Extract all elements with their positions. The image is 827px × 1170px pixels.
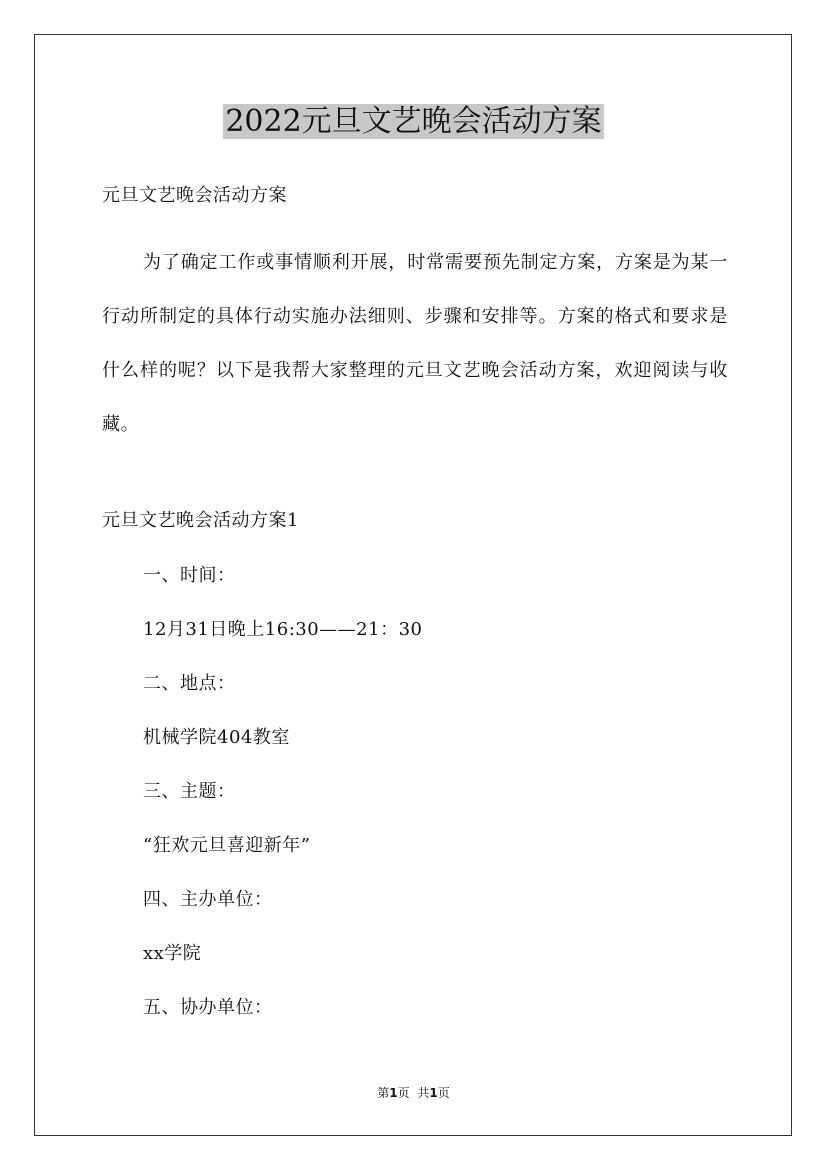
item-place-value: 机械学院404教室 [143,727,290,748]
item-time-value: 12月31日晚上16:30——21：30 [143,619,423,640]
item-host-value: xx学院 [143,943,202,964]
footer-total-prefix: 共 [417,1086,430,1100]
page-footer [0,1084,827,1101]
item-place-label: 二、地点： [143,673,236,694]
footer-page-number: 1 [389,1086,398,1100]
document-subtitle: 元旦文艺晚会活动方案 [102,185,287,206]
item-theme-label: 三、主题： [143,781,236,802]
section-heading: 元旦文艺晚会活动方案1 [102,510,299,531]
intro-paragraph: 为了确定工作或事情顺利开展，时常需要预先制定方案，方案是为某一行动所制定的具体行动实施办法细则、步骤和安排等。方案的格式和要求是什么样的呢？以下是我帮大家整理的元旦文艺晚会活动方案，欢迎阅读与收藏。 [102,252,728,435]
footer-page-unit: 页 [397,1086,410,1100]
document-title: 2022元旦文艺晚会活动方案 [225,104,602,139]
footer-prefix: 第 [377,1086,390,1100]
footer-total-number: 1 [429,1086,438,1100]
item-time-label: 一、时间： [143,565,236,586]
item-theme-value: “狂欢元旦喜迎新年” [143,835,311,856]
item-cohost-label: 五、协办单位： [143,997,273,1018]
footer-total-unit: 页 [437,1086,450,1100]
document-title-wrap [0,100,827,144]
item-host-label: 四、主办单位： [143,889,273,910]
